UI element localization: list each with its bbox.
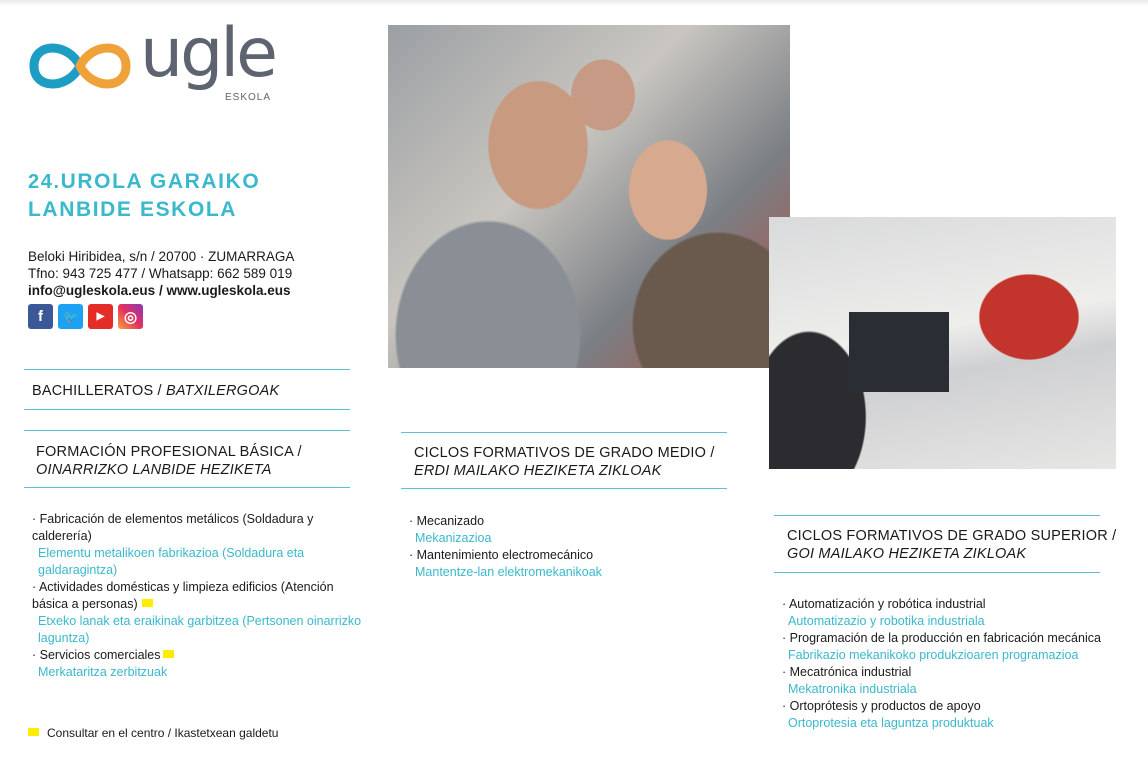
instagram-icon[interactable]: ◎: [118, 304, 143, 329]
list-item: · Servicios comerciales: [32, 647, 362, 664]
grado-medio-heading: [414, 444, 715, 480]
consult-marker: [142, 599, 153, 607]
school-name-line2: LANBIDE ESKOLA: [28, 198, 238, 221]
list-item: · Actividades domésticas y limpieza edificios (Atención básica a personas): [32, 580, 334, 611]
divider: [24, 369, 350, 370]
photo-students-lab: [388, 25, 790, 368]
address-line: Beloki Hiribidea, s/n / 20700 · ZUMARRAGA: [28, 249, 295, 264]
divider: [401, 488, 727, 489]
grado-superior-heading: [787, 527, 1116, 563]
twitter-icon[interactable]: 🐦: [58, 304, 83, 329]
school-title: [28, 168, 260, 224]
logo-subtitle: ESKOLA: [225, 92, 272, 103]
item-eu: Mantentze-lan elektromekanikoak: [415, 565, 602, 579]
item-eu: Elementu metalikoen fabrikazioa (Soldadura eta galdaragintza): [38, 546, 305, 577]
consult-marker: [28, 728, 39, 736]
item-es: Programación de la producción en fabricación mecánica: [789, 631, 1101, 645]
grado-medio-title: CICLOS FORMATIVOS DE GRADO MEDIO /: [414, 445, 715, 461]
infinity-logo-icon: [28, 36, 132, 96]
list-item: · Fabricación de elementos metálicos (Soldadura y calderería): [32, 512, 314, 543]
grado-superior-list: [782, 596, 1122, 732]
divider: [774, 572, 1100, 573]
item-es: Mecanizado: [416, 514, 485, 528]
list-item: · Automatización y robótica industrial: [782, 597, 986, 611]
facebook-icon[interactable]: f: [28, 304, 53, 329]
item-eu: Automatizazio y robotika industriala: [788, 614, 985, 628]
divider: [24, 430, 350, 431]
web-line[interactable]: info@ugleskola.eus / www.ugleskola.eus: [28, 283, 291, 298]
item-eu: Mekanizazioa: [415, 531, 492, 545]
bachilleratos-subtitle: BATXILERGOAK: [166, 383, 280, 399]
item-es: Fabricación de elementos metálicos (Soldadura y calderería): [32, 512, 314, 543]
divider: [24, 487, 350, 488]
item-eu: Fabrikazio mekanikoko produkzioaren programazioa: [788, 648, 1079, 662]
item-es: Mecatrónica industrial: [789, 665, 912, 679]
list-item: · Programación de la producción en fabricación mecánica: [782, 631, 1101, 645]
ugle-logo: [28, 14, 288, 106]
item-eu: Merkataritza zerbitzuak: [38, 665, 168, 679]
school-name-line1: UROLA GARAIKO: [60, 170, 261, 193]
grado-medio-subtitle: ERDI MAILAKO HEZIKETA ZIKLOAK: [414, 463, 662, 479]
fp-basica-heading: [36, 443, 302, 479]
bachilleratos-heading: [32, 382, 279, 400]
list-item: · Ortoprótesis y productos de apoyo: [782, 699, 981, 713]
grado-superior-subtitle: GOI MAILAKO HEZIKETA ZIKLOAK: [787, 546, 1027, 562]
list-item: · Mantenimiento electromecánico: [409, 548, 594, 562]
item-es: Servicios comerciales: [39, 648, 161, 662]
consult-marker: [163, 650, 174, 658]
divider: [401, 432, 727, 433]
item-eu: Ortoprotesia eta laguntza produktuak: [788, 716, 994, 730]
fp-basica-title: FORMACIÓN PROFESIONAL BÁSICA /: [36, 444, 302, 460]
item-eu: Mekatronika industriala: [788, 682, 917, 696]
fp-basica-subtitle: OINARRIZKO LANBIDE HEZIKETA: [36, 462, 272, 478]
grado-superior-title: CICLOS FORMATIVOS DE GRADO SUPERIOR /: [787, 528, 1117, 544]
item-es: Mantenimiento electromecánico: [416, 548, 594, 562]
phone-line: Tfno: 943 725 477 / Whatsapp: 662 589 019: [28, 266, 293, 281]
legend: [28, 726, 278, 740]
social-links: [28, 304, 143, 329]
item-es: Actividades domésticas y limpieza edificios (Atención básica a personas): [32, 580, 334, 611]
contact-info: [28, 248, 294, 299]
logo-wordmark: ugle: [140, 14, 275, 93]
item-es: Automatización y robótica industrial: [788, 597, 986, 611]
photo-computer-classroom: [769, 217, 1116, 469]
list-item: · Mecanizado: [409, 514, 485, 528]
item-es: Ortoprótesis y productos de apoyo: [789, 699, 981, 713]
legend-text: Consultar en el centro / Ikastetxean galdetu: [47, 726, 279, 740]
school-number: 24.: [28, 171, 61, 193]
list-item: · Mecatrónica industrial: [782, 665, 912, 679]
fp-basica-list: [32, 511, 362, 681]
grado-medio-list: [409, 513, 729, 581]
item-eu: Etxeko lanak eta eraikinak garbitzea (Pertsonen oinarrizko laguntza): [38, 614, 362, 645]
bachilleratos-title: BACHILLERATOS /: [32, 383, 167, 399]
youtube-icon[interactable]: ▶: [88, 304, 113, 329]
divider: [24, 409, 350, 410]
divider: [774, 515, 1100, 516]
page-top-shadow: [0, 0, 1148, 6]
